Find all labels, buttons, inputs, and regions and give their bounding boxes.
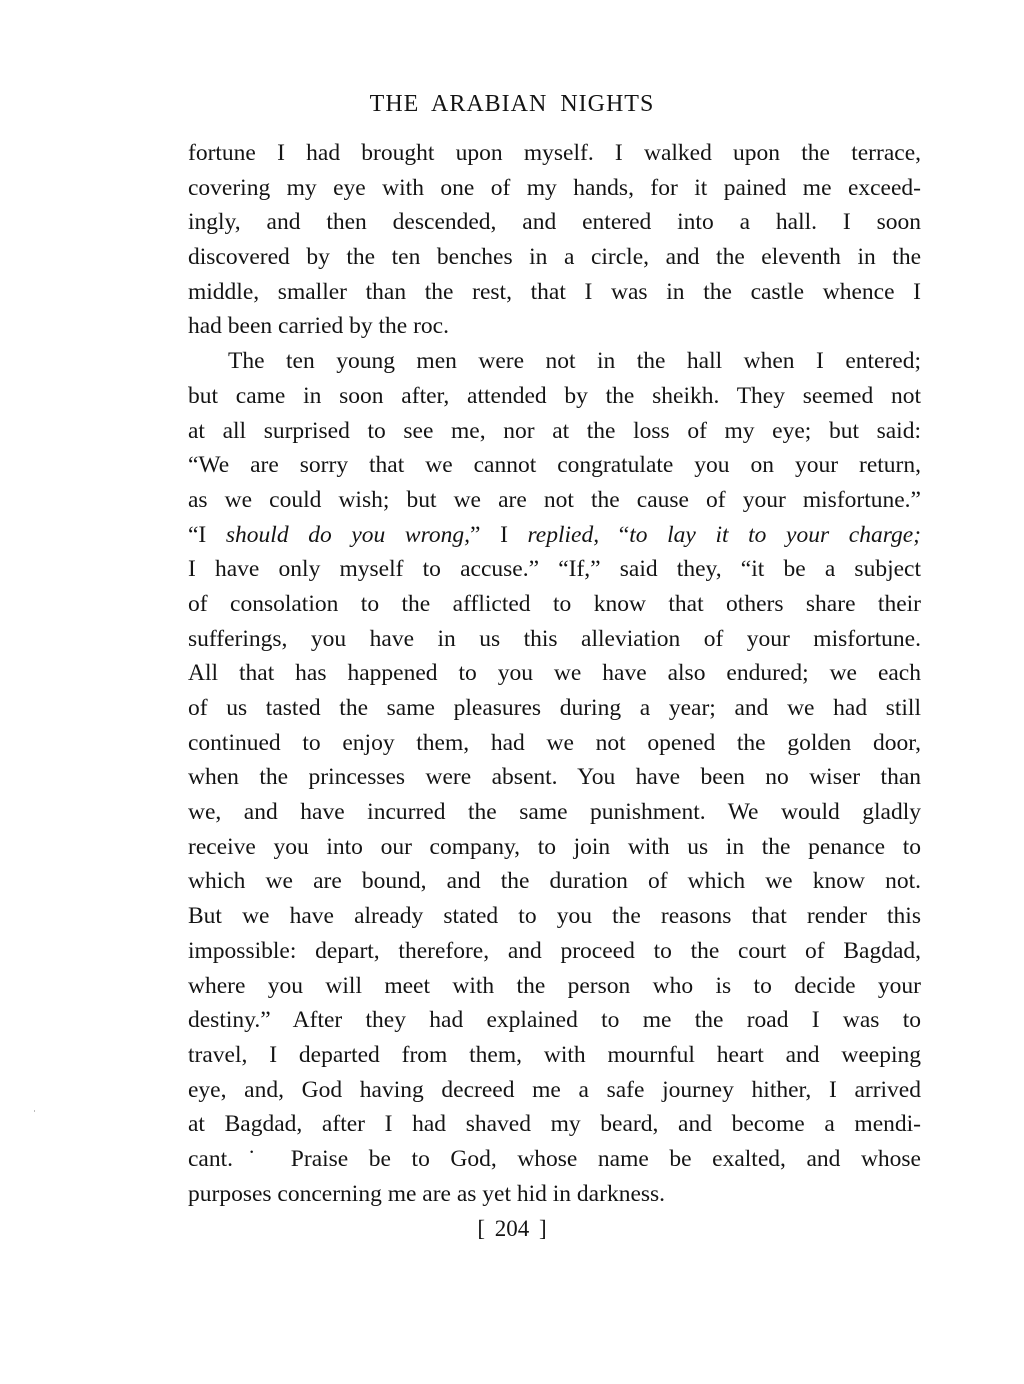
scan-speck xyxy=(34,1110,35,1112)
text-line: where you will meet with the person who is to decide your xyxy=(188,972,921,999)
text-line: fortune I had brought upon myself. I walked upon the terrace, xyxy=(188,140,921,166)
text-line: middle, smaller than the rest, that I was in the castle whence I xyxy=(188,278,921,305)
text-line: covering my eye with one of my hands, for it pained me exceed- xyxy=(188,174,921,201)
text-line: but came in soon after, attended by the sheikh. They seemed not xyxy=(188,382,921,409)
text-line: All that has happened to you we have also endured; we each xyxy=(188,660,921,687)
text-line: as we could wish; but we are not the cause of your misfortune.” xyxy=(188,486,921,513)
text-segment: ” I xyxy=(470,521,528,548)
text-line: continued to enjoy them, had we not opened the golden door, xyxy=(188,729,921,756)
body-text xyxy=(188,136,921,1211)
text-line: at Bagdad, after I had shaved my beard, and become a mendi- xyxy=(188,1111,921,1138)
text-line: purposes concerning me are as yet hid in darkness. xyxy=(188,1180,666,1207)
text-line: sufferings, you have in us this alleviation of your misfortune. xyxy=(188,625,921,652)
text-line: I have only myself to accuse.” “If,” said they, “it be a subject xyxy=(188,556,921,583)
italic-text: replied, xyxy=(527,521,600,548)
text-line: we, and have incurred the same punishment. We would gladly xyxy=(188,799,921,826)
text-line: discovered by the ten benches in a circle, and the eleventh in the xyxy=(188,244,921,271)
page-number: [ 204 ] xyxy=(477,1216,547,1241)
text-line: of consolation to the afflicted to know that others share their xyxy=(188,590,921,617)
text-line: “We are sorry that we cannot congratulate you on your return, xyxy=(188,452,921,479)
text-line: The ten young men were not in the hall when I entered; xyxy=(228,348,921,375)
text-segment: “ xyxy=(599,521,630,548)
text-line: of us tasted the same pleasures during a year; and we had still xyxy=(188,695,921,721)
text-line: destiny.” After they had explained to me the road I was to xyxy=(188,1007,921,1034)
italic-text: to lay it to your charge; xyxy=(629,521,921,548)
paragraph xyxy=(188,136,921,344)
text-line: receive you into our company, to join with us in the penance to xyxy=(188,833,921,860)
text-line: But we have already stated to you the reasons that render this xyxy=(188,903,921,930)
text-line: when the princesses were absent. You have been no wiser than xyxy=(188,764,921,791)
text-line: which we are bound, and the duration of which we know not. xyxy=(188,868,921,895)
text-line xyxy=(188,518,921,553)
text-line: cant.˙ Praise be to God, whose name be exalted, and whose xyxy=(188,1145,921,1172)
text-line: impossible: depart, therefore, and proceed to the court of Bagdad, xyxy=(188,937,921,964)
text-segment: “I xyxy=(188,521,226,548)
text-line: travel, I departed from them, with mournful heart and weeping xyxy=(188,1041,921,1068)
italic-text: should do you wrong, xyxy=(225,521,470,548)
text-line: eye, and, God having decreed me a safe journey hither, I arrived xyxy=(188,1076,921,1103)
text-line: ingly, and then descended, and entered into a hall. I soon xyxy=(188,209,921,236)
text-line: had been carried by the roc. xyxy=(188,313,449,340)
text-line: at all surprised to see me, nor at the loss of my eye; but said: xyxy=(188,417,921,444)
paragraph xyxy=(188,344,921,1211)
running-head: THE ARABIAN NIGHTS xyxy=(369,91,655,117)
